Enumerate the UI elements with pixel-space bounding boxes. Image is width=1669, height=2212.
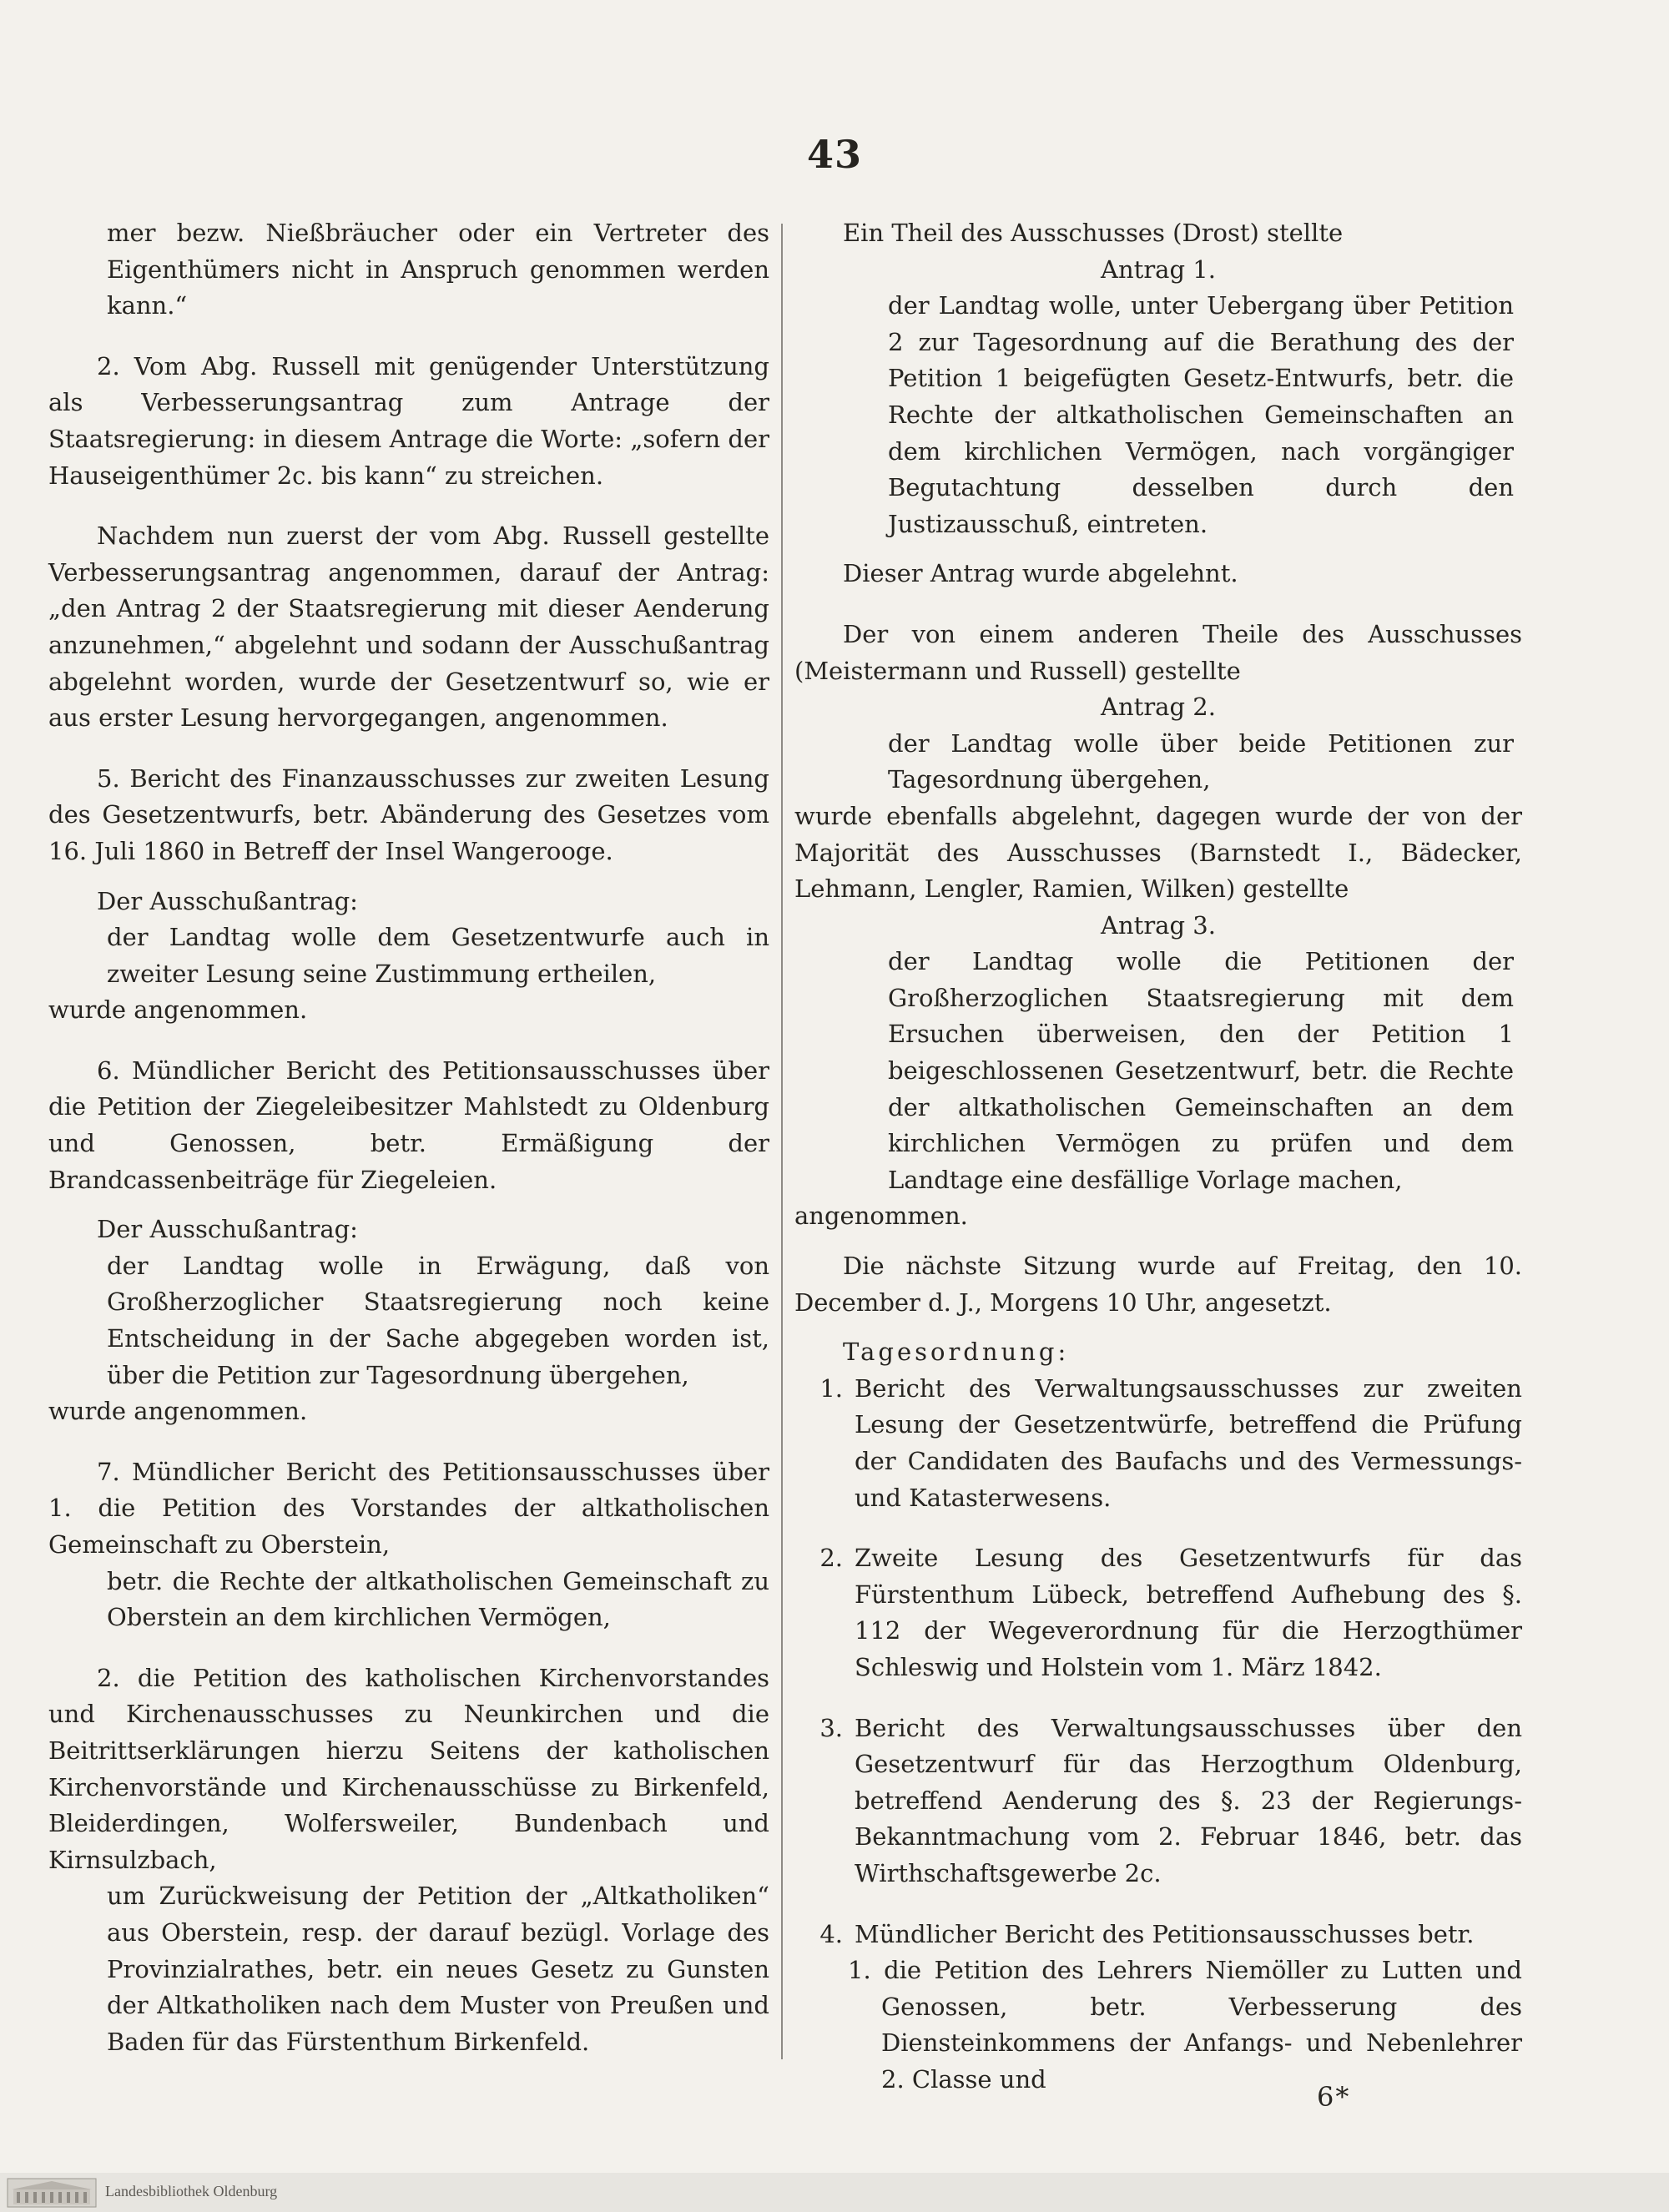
paragraph: betr. die Rechte der altkatholischen Gemeinschaft zu Oberstein an dem kirchlichen Vermögen, [107,1566,769,1632]
agenda-number: 1. [819,1373,843,1403]
right-column [794,215,1522,2099]
paragraph: der Landtag wolle dem Gesetzentwurfe auch in zweiter Lesung seine Zustimmung ertheilen, [107,923,769,988]
paragraph: 6. Mündlicher Bericht des Petitionsausschusses über die Petition der Ziegeleibesitzer Mahlstedt zu Oldenburg und Genossen, betr. Ermäßigung der Brandcassenbeiträge für Ziegeleien. [48,1056,769,1194]
motion-text: der Landtag wolle, unter Uebergang über Petition 2 zur Tagesordnung auf die Berathung des der Petition 1 beigefügten Gesetz-Entwurfs, betr. die Rechte der altkatholischen Gemeinschaften an dem kirchlichen Vermögen, nach vorgängiger Begutachtung desselben durch den Justizausschuß, eintreten. [888,291,1514,538]
paragraph: 5. Bericht des Finanzausschusses zur zweiten Lesung des Gesetzentwurfs, betr. Abänderung des Gesetzes vom 16. Juli 1860 in Betreff der Insel Wangerooge. [48,763,769,865]
library-name: Landesbibliothek Oldenburg [105,2183,278,2199]
motion-text: der Landtag wolle die Petitionen der Großherzoglichen Staatsregierung mit dem Ersuchen überweisen, den der Petition 1 beigeschlossenen Gesetzentwurf, betr. die Rechte der altkatholischen Gemeinschaften an dem kirchlichen Vermögen zu prüfen und dem Landtage eine desfällige Vorlage machen, [888,947,1514,1194]
agenda-item [794,1540,1522,1685]
page-number: 43 [806,132,862,177]
agenda-number: 3. [819,1713,843,1742]
motion-text: der Landtag wolle über beide Petitionen zur Tagesordnung übergehen, [888,728,1514,794]
agenda-number: 2. [819,1544,843,1573]
motion-heading: Antrag 3. [1101,910,1216,940]
motion-heading: Antrag 1. [1101,254,1216,284]
paragraph: angenommen. [794,1202,968,1231]
paragraph: Die nächste Sitzung wurde auf Freitag, den 10. December d. J., Morgens 10 Uhr, angesetzt. [794,1252,1522,1317]
agenda-item [794,1711,1522,1892]
paragraph: wurde angenommen. [48,1397,308,1426]
agenda-text: Bericht des Verwaltungsausschusses über den Gesetzentwurf für das Herzogthum Oldenburg, betreffend Aenderung des §. 23 der Regierungs-Bekanntmachung vom 2. Februar 1846, betr. das Wirthschaftsgewerbe 2c. [855,1713,1522,1887]
paragraph: wurde ebenfalls abgelehnt, dagegen wurde der von der Majorität des Ausschusses (Barnstedt I., Bädecker, Lehmann, Lengler, Ramien, Wilken) gestellte [794,801,1522,904]
paragraph: Der Ausschußantrag: [97,1215,358,1244]
paragraph: 2. Vom Abg. Russell mit genügender Unterstützung als Verbesserungsantrag zum Antrage der Staatsregierung: in diesem Antrage die Worte: „sofern der Hauseigenthümer 2c. bis kann“ zu streichen. [48,351,769,490]
agenda-text: Bericht des Verwaltungsausschusses zur zweiten Lesung der Gesetzentwürfe, betreffend die Prüfung der Candidaten des Baufachs und des Vermessungs- und Katasterwesens. [855,1373,1522,1512]
column-divider [781,224,783,2059]
paragraph: Dieser Antrag wurde abgelehnt. [843,559,1238,588]
agenda-subitem: 1. die Petition des Lehrers Niemöller zu Lutten und Genossen, betr. Verbesserung des Diensteinkommens der Anfangs- und Nebenlehrer 2. Classe und [848,1956,1522,2094]
paragraph: 7. Mündlicher Bericht des Petitionsausschusses über 1. die Petition des Vorstandes der altkatholischen Gemeinschaft zu Oberstein, [48,1457,769,1559]
paragraph: Ein Theil des Ausschusses (Drost) stellte [843,219,1344,247]
agenda-item [794,1917,1522,1953]
paragraph: 2. die Petition des katholischen Kirchenvorstandes und Kirchenausschusses zu Neunkirchen und die Beitrittserklärungen hierzu Seitens der katholischen Kirchenvorstände und Kirchenausschüsse zu Birkenfeld, Bleiderdingen, Wolfersweiler, Bundenbach und Kirnsulzbach, [48,1663,769,1874]
agenda-number: 4. [819,1919,843,1948]
paragraph: Nachdem nun zuerst der vom Abg. Russell gestellte Verbesserungsantrag angenommen, darauf der Antrag: „den Antrag 2 der Staatsregierung mit dieser Aenderung anzunehmen,“ abgelehnt und sodann der Ausschußantrag abgelehnt worden, wurde der Gesetzentwurf so, wie er aus erster Lesung hervorgegangen, angenommen. [48,522,769,733]
paragraph: wurde angenommen. [48,995,308,1025]
signature-mark: 6* [1317,2081,1351,2113]
paragraph: der Landtag wolle in Erwägung, daß von Großherzoglicher Staatsregierung noch keine Entscheidung in der Sache abgegeben worden ist, über die Petition zur Tagesordnung übergehen, [107,1251,769,1389]
paragraph: mer bezw. Nießbräucher oder ein Vertreter des Eigenthümers nicht in Anspruch genommen werden kann.“ [107,219,769,320]
paragraph: um Zurückweisung der Petition der „Altkatholiken“ aus Oberstein, resp. der darauf bezügl. Vorlage des Provinzialrathes, betr. ein neues Gesetz zu Gunsten der Altkatholiken nach dem Muster von Preußen und Baden für das Fürstenthum Birkenfeld. [107,1882,769,2056]
library-building-icon [7,2178,97,2208]
paragraph: Der Ausschußantrag: [97,886,358,915]
agenda-heading: Tagesordnung: [843,1338,1070,1367]
agenda-text: Mündlicher Bericht des Petitionsausschusses betr. [855,1919,1475,1948]
agenda-text: Zweite Lesung des Gesetzentwurfs für das Fürstenthum Lübeck, betreffend Aufhebung des §. 112 der Wegeverordnung für die Herzogthümer Schleswig und Holstein vom 1. März 1842. [855,1544,1522,1681]
agenda-item [794,1371,1522,1516]
paragraph: Der von einem anderen Theile des Ausschusses (Meistermann und Russell) gestellte [794,619,1522,685]
footer-bar [0,2173,1669,2212]
motion-heading: Antrag 2. [1101,693,1216,722]
left-column [48,215,769,2060]
